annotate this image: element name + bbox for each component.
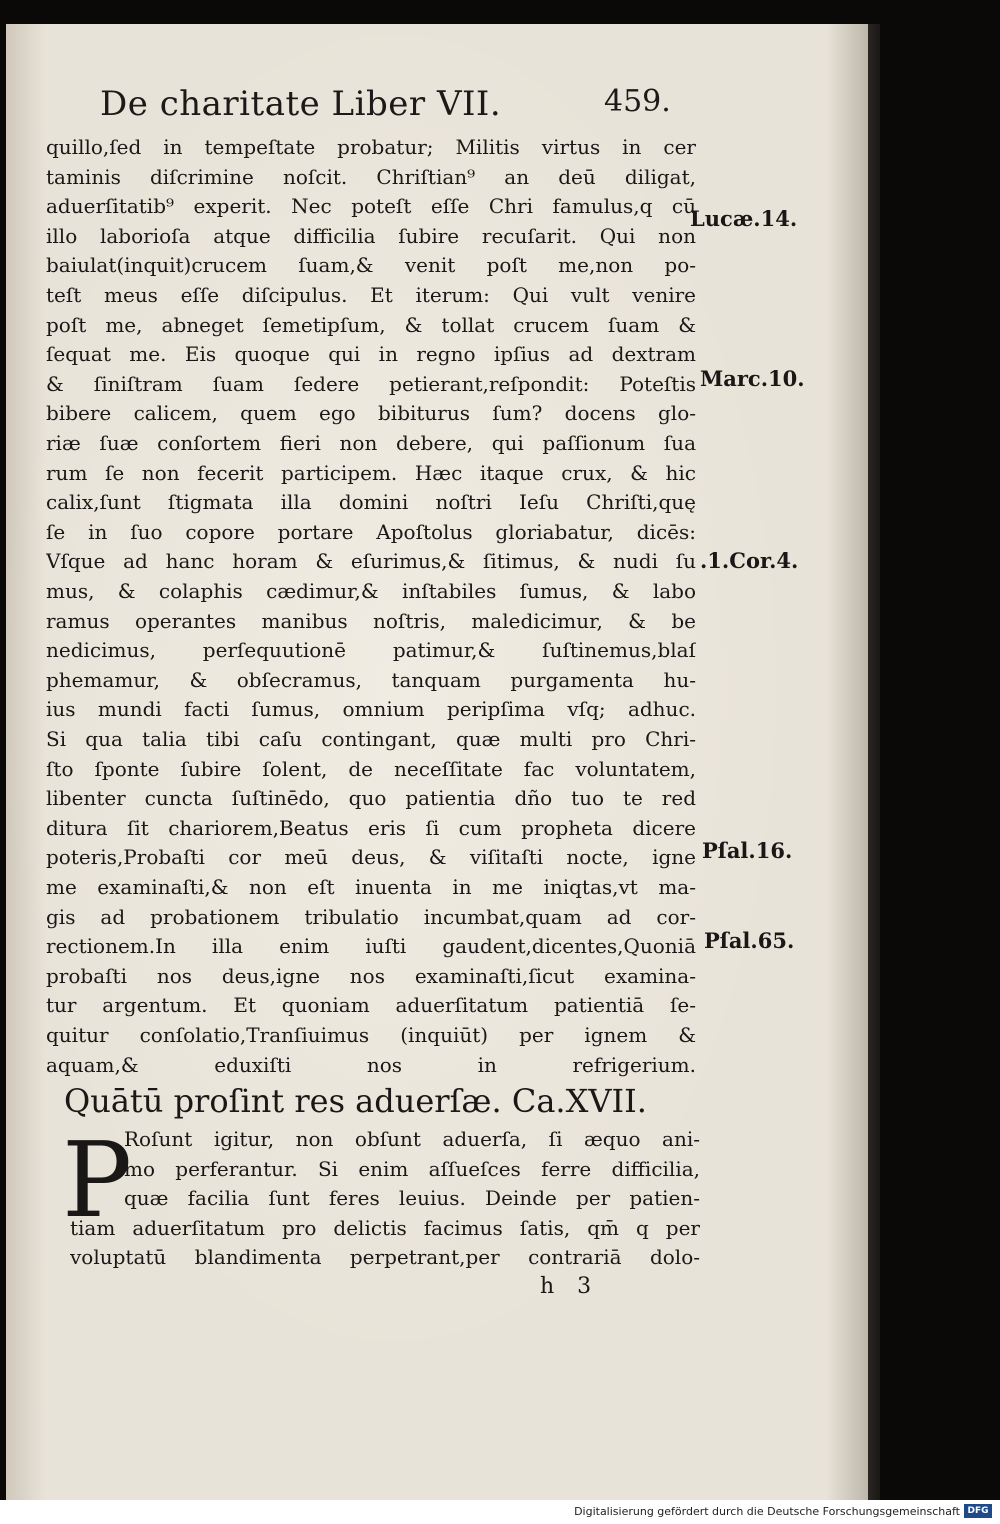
margin-note: Lucæ.14. bbox=[690, 206, 798, 231]
text-line: aduerſitatib⁹ experit. Nec poteſt eſſe Chri famulus,q cū bbox=[46, 194, 696, 219]
drop-cap-initial: P bbox=[62, 1119, 132, 1241]
text-line: poteris,Probaſti cor meū deus, & viſitaſti nocte, igne bbox=[46, 845, 696, 870]
text-line: quæ facilia ſunt feres leuius. Deinde per patien- bbox=[124, 1186, 700, 1210]
text-line: calix,ſunt ſtigmata illa domini noſtri Ieſu Chriſti,quę bbox=[46, 490, 696, 515]
text-line: rectionem.In illa enim iuſti gaudent,dicentes,Quoniā bbox=[46, 934, 696, 959]
text-line: gis ad probationem tribulatio incumbat,quam ad cor- bbox=[46, 904, 696, 929]
dfg-logo-icon: DFG bbox=[964, 1504, 992, 1518]
text-line: ſequat me. Eis quoque qui in regno ipſius ad dextram bbox=[46, 342, 696, 367]
text-line: aquam,& eduxiſti nos in refrigerium. bbox=[46, 1052, 696, 1077]
margin-note: Pſal.16. bbox=[702, 838, 793, 863]
text-line: probaſti nos deus,igne nos examinaſti,ſicut examina- bbox=[46, 963, 696, 988]
chapter-heading: Quātū proſint res aduerſæ. Ca.XVII. bbox=[64, 1082, 647, 1120]
page-number: 459. bbox=[604, 84, 671, 119]
text-line: riæ ſuæ conſortem fieri non debere, qui paſſionum ſua bbox=[46, 431, 696, 455]
text-line: nedicimus, perſequutionē patimur,& ſuſtinemus,blaſ bbox=[46, 638, 696, 663]
text-line: quitur conſolatio,Tranſiuimus (inquiūt) per ignem & bbox=[46, 1023, 696, 1047]
margin-note: Pſal.65. bbox=[704, 928, 795, 953]
text-line: ſto ſponte ſubire ſolent, de neceſſitate fac voluntatem, bbox=[46, 756, 696, 781]
text-line: illo laborioſa atque difficilia ſubire recuſarit. Qui non bbox=[46, 223, 696, 248]
text-line: taminis diſcrimine noſcit. Chriſtian⁹ an deū diligat, bbox=[46, 164, 696, 189]
text-line: ditura ſit chariorem,Beatus eris ſi cum propheta dicere bbox=[46, 815, 696, 840]
text-line: ius mundi facti ſumus, omnium peripſima vſq; adhuc. bbox=[46, 697, 696, 722]
text-line: Vſque ad hanc horam & eſurimus,& ſitimus, & nudi ſu bbox=[46, 549, 696, 574]
margin-note: Marc.10. bbox=[700, 366, 805, 391]
text-line: & ſiniſtram ſuam ſedere petierant,reſpondit: Poteſtis bbox=[46, 371, 696, 396]
margin-note: .1.Cor.4. bbox=[700, 548, 799, 573]
text-line: bibere calicem, quem ego bibiturus ſum? docens glo- bbox=[46, 401, 696, 426]
signature-mark: h 3 bbox=[540, 1274, 600, 1299]
text-line: libenter cuncta ſuſtinēdo, quo patientia dño tuo te red bbox=[46, 786, 696, 811]
text-line: Si qua talia tibi caſu contingant, quæ multi pro Chri- bbox=[46, 727, 696, 751]
text-line: teſt meus eſſe diſcipulus. Et iterum: Qui vult venire bbox=[46, 283, 696, 307]
text-line: voluptatū blandimenta perpetrant,per contrariā dolo- bbox=[70, 1245, 700, 1269]
text-line: quillo,ſed in tempeſtate probatur; Militis virtus in cer bbox=[46, 135, 696, 159]
text-line: poſt me, abneget ſemetipſum, & tollat crucem ſuam & bbox=[46, 312, 696, 337]
text-line: mo perferantur. Si enim aſſueſces ferre difficilia, bbox=[124, 1156, 700, 1181]
funding-credit: Digitalisierung gefördert durch die Deutsche Forschungsgemeinschaft bbox=[574, 1505, 960, 1518]
text-line: ſe in ſuo copore portare Apoſtolus gloriabatur, dicēs: bbox=[46, 519, 696, 544]
text-line: tur argentum. Et quoniam aduerſitatum patientiā ſe- bbox=[46, 993, 696, 1018]
text-line: ramus operantes manibus noſtris, maledicimur, & be bbox=[46, 608, 696, 633]
text-line: phemamur, & obſecramus, tanquam purgamenta hu- bbox=[46, 667, 696, 692]
text-line: tiam aduerſitatum pro delictis facimus ſatis, qm̄ q per bbox=[70, 1215, 700, 1240]
text-line: me examinaſti,& non eſt inuenta in me iniqtas,vt ma- bbox=[46, 875, 696, 899]
text-line: rum ſe non fecerit participem. Hæc itaque crux, & hic bbox=[46, 460, 696, 485]
running-head-title: De charitate Liber VII. bbox=[100, 84, 502, 124]
book-spine bbox=[868, 24, 880, 1500]
text-line: baiulat(inquit)crucem ſuam,& venit poſt me,non po- bbox=[46, 253, 696, 278]
text-line: mus, & colaphis cædimur,& inſtabiles ſumus, & labo bbox=[46, 579, 696, 603]
text-line: Roſunt igitur, non obſunt aduerſa, ſi æquo ani- bbox=[124, 1127, 700, 1151]
